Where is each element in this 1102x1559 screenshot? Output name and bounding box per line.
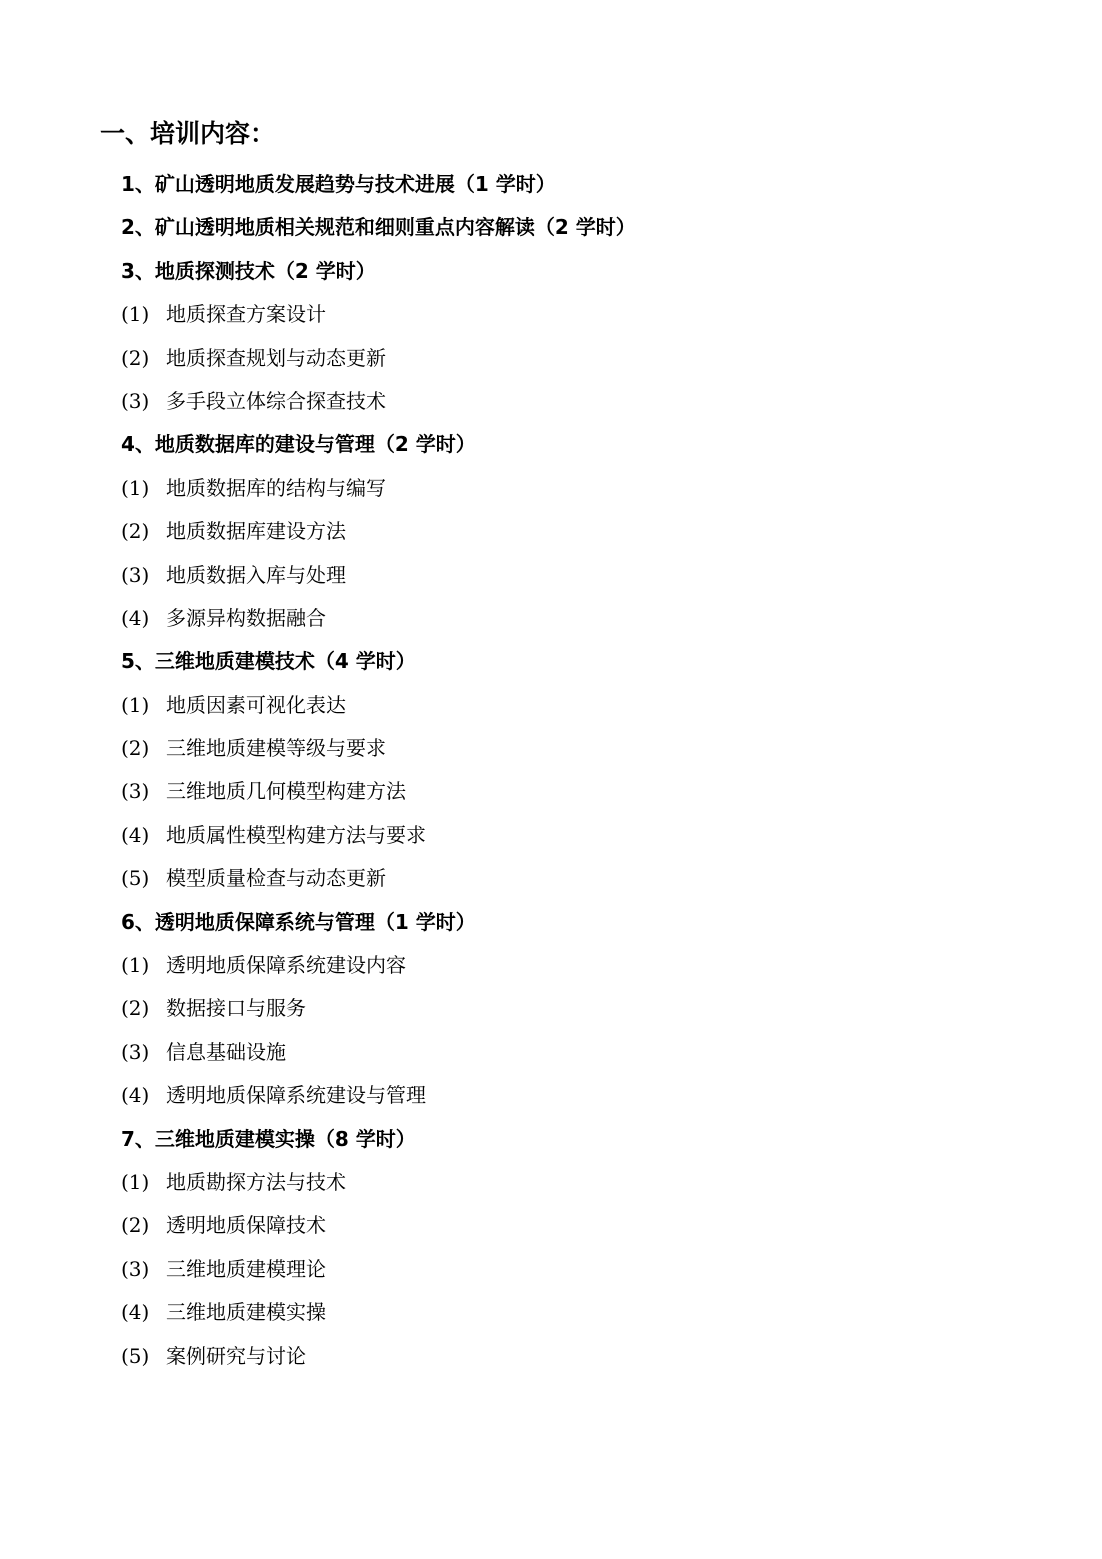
item-number: (1) — [121, 692, 150, 717]
item-number: (2) — [121, 1213, 150, 1238]
list-item — [121, 1204, 1061, 1247]
item-number: (3) — [121, 1256, 150, 1281]
section-title: 5、三维地质建模技术（4 学时） — [121, 649, 416, 674]
item-number: (3) — [121, 388, 150, 413]
list-item — [121, 1248, 1061, 1291]
list-item — [121, 1161, 1061, 1204]
list-item — [121, 380, 1061, 423]
item-text: 地质勘探方法与技术 — [166, 1169, 346, 1194]
list-item — [121, 1291, 1061, 1334]
item-number: (3) — [121, 1039, 150, 1064]
item-number: (4) — [121, 822, 150, 847]
list-item — [121, 337, 1061, 380]
section-title: 6、透明地质保障系统与管理（1 学时） — [121, 909, 476, 934]
list-item — [121, 597, 1061, 640]
item-text: 模型质量检查与动态更新 — [166, 866, 386, 891]
item-text: 三维地质建模理论 — [166, 1256, 326, 1281]
item-text: 多手段立体综合探查技术 — [166, 388, 386, 413]
item-text: 地质数据库的结构与编写 — [166, 475, 386, 500]
item-text: 案例研究与讨论 — [166, 1343, 306, 1368]
item-number: (1) — [121, 1169, 150, 1194]
training-content-list — [121, 163, 1061, 1378]
item-text: 多源异构数据融合 — [166, 605, 326, 630]
list-item — [121, 987, 1061, 1030]
item-text: 地质探查规划与动态更新 — [166, 345, 386, 370]
item-text: 信息基础设施 — [166, 1039, 286, 1064]
list-item — [121, 684, 1061, 727]
list-item — [121, 857, 1061, 900]
item-number: (1) — [121, 475, 150, 500]
item-number: (4) — [121, 1083, 150, 1108]
list-item — [121, 510, 1061, 553]
item-number: (3) — [121, 562, 150, 587]
list-item — [121, 1031, 1061, 1074]
section-title: 4、地质数据库的建设与管理（2 学时） — [121, 432, 476, 457]
item-text: 透明地质保障系统建设内容 — [166, 953, 406, 978]
item-text: 透明地质保障技术 — [166, 1213, 326, 1238]
section-title: 3、地质探测技术（2 学时） — [121, 258, 376, 283]
section-title: 1、矿山透明地质发展趋势与技术进展（1 学时） — [121, 172, 556, 196]
item-number: (2) — [121, 345, 150, 370]
item-number: (2) — [121, 736, 150, 761]
list-item — [121, 1074, 1061, 1117]
list-item — [121, 944, 1061, 987]
page-heading: 一、培训内容： — [100, 119, 276, 148]
section-title: 2、矿山透明地质相关规范和细则重点内容解读（2 学时） — [121, 215, 636, 240]
item-text: 地质属性模型构建方法与要求 — [166, 822, 426, 847]
item-text: 地质因素可视化表达 — [166, 692, 346, 717]
item-number: (1) — [121, 953, 150, 978]
item-number: (5) — [121, 866, 150, 891]
item-number: (1) — [121, 302, 150, 327]
item-text: 三维地质建模等级与要求 — [166, 736, 386, 761]
item-number: (2) — [121, 996, 150, 1021]
item-text: 地质数据入库与处理 — [166, 562, 346, 587]
item-text: 三维地质建模实操 — [166, 1300, 326, 1325]
item-text: 数据接口与服务 — [166, 996, 306, 1021]
list-item — [121, 727, 1061, 770]
list-item — [121, 467, 1061, 510]
item-number: (4) — [121, 1300, 150, 1325]
list-item — [121, 293, 1061, 336]
item-number: (2) — [121, 519, 150, 544]
list-item — [121, 814, 1061, 857]
list-item — [121, 770, 1061, 813]
item-number: (4) — [121, 605, 150, 630]
item-number: (3) — [121, 779, 150, 804]
item-text: 地质探查方案设计 — [166, 302, 326, 327]
item-text: 三维地质几何模型构建方法 — [166, 779, 406, 804]
list-item — [121, 554, 1061, 597]
item-number: (5) — [121, 1343, 150, 1368]
item-text: 透明地质保障系统建设与管理 — [166, 1083, 426, 1108]
item-text: 地质数据库建设方法 — [166, 519, 346, 544]
section-title: 7、三维地质建模实操（8 学时） — [121, 1126, 416, 1151]
list-item — [121, 1335, 1061, 1378]
